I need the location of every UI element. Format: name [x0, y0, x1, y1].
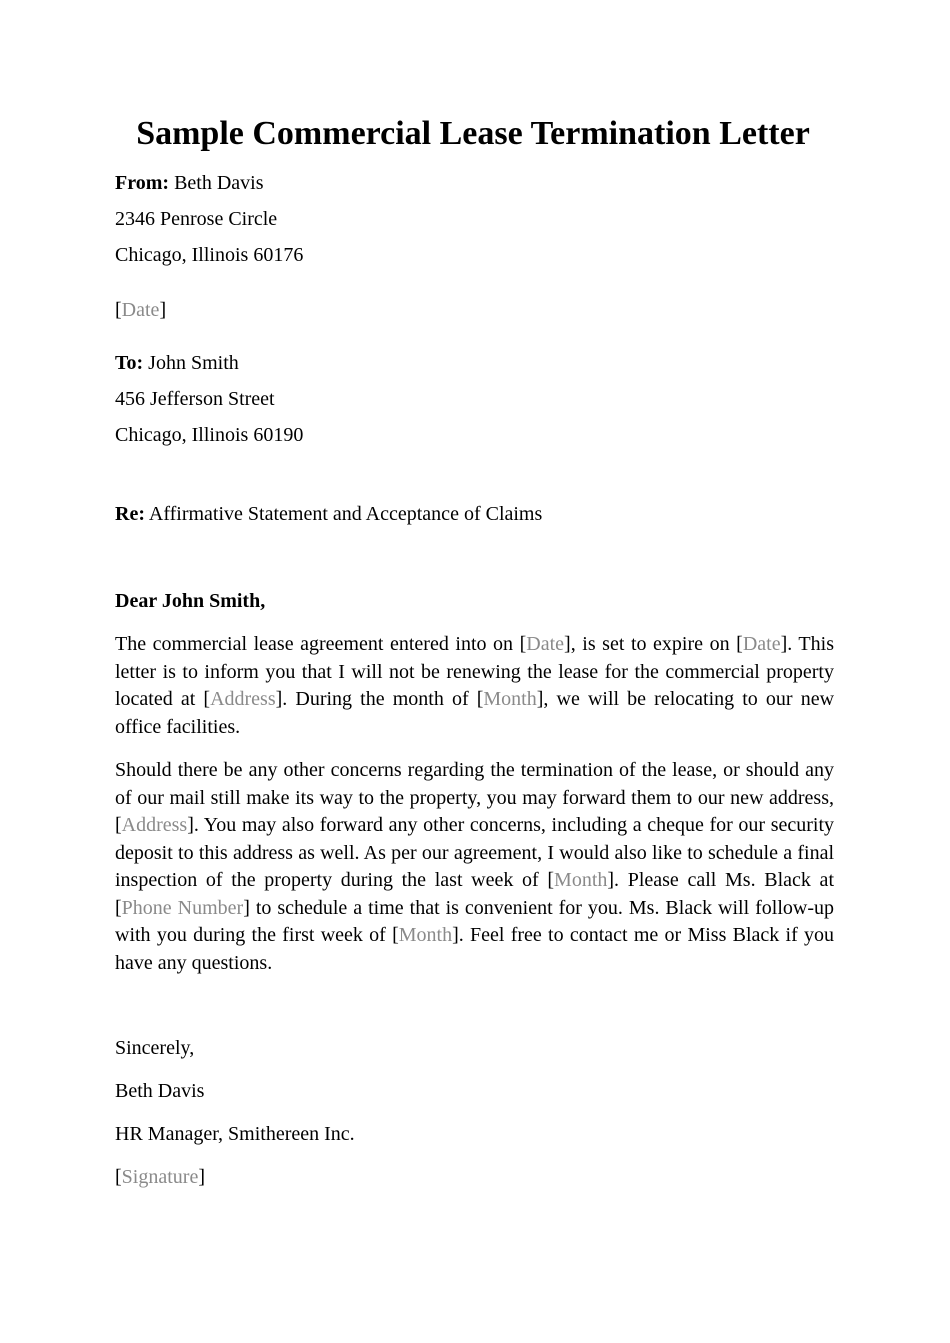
- signer-name: Beth Davis: [115, 1080, 205, 1102]
- p1-month-placeholder: Month: [483, 688, 537, 710]
- p1-text-b: ], is set to expire on [: [564, 633, 743, 655]
- recipient-name: John Smith: [143, 352, 239, 374]
- p1-address-placeholder: Address: [210, 688, 276, 710]
- recipient-city: Chicago, Illinois 60190: [115, 424, 304, 446]
- p2-address-placeholder: Address: [121, 814, 188, 836]
- p2-text-b: ]. You may also forward any other concerns, including a cheque for our security deposit to this address as well. As per our agreement, I would also like to schedule a final inspection of the property during the last week of [: [115, 814, 834, 891]
- sender-street: 2346 Penrose Circle: [115, 208, 278, 230]
- p2-phone-placeholder: Phone Number: [121, 896, 244, 919]
- sender-city: Chicago, Illinois 60176: [115, 244, 304, 266]
- recipient-street: 456 Jefferson Street: [115, 388, 275, 410]
- p1-text-d: ]. During the month of [: [275, 688, 484, 710]
- p2-text-e: ]. Feel free to contact me or Miss Black if you have any questions.: [115, 924, 834, 974]
- p1-text-a: The commercial lease agreement entered into on [: [115, 633, 527, 655]
- sender-name-line: [115, 170, 264, 196]
- p1-text-e: ], we will be relocating to our new office facilities.: [115, 688, 835, 738]
- p1-date-placeholder-1: Date: [526, 633, 565, 655]
- sender-name: Beth Davis: [169, 172, 264, 194]
- signature-placeholder: Signature: [121, 1166, 199, 1188]
- recipient-name-line: [115, 350, 239, 376]
- letter-title: Sample Commercial Lease Termination Letter: [136, 115, 810, 152]
- p2-text-a: Should there be any other concerns regarding the termination of the lease, or should any of our mail still make its way to the property, you may forward them to our new address, [: [115, 759, 834, 836]
- signature-line: [Signature]: [115, 1166, 205, 1188]
- p1-text-c: ]. This letter is to inform you that I will not be renewing the lease for the commercial property located at [: [115, 633, 834, 710]
- from-label: From:: [115, 172, 170, 194]
- date-placeholder: Date: [121, 299, 160, 321]
- p2-text-c: ]. Please call Ms. Black at [: [115, 869, 834, 919]
- body-paragraph-1: [115, 631, 834, 741]
- p2-month-placeholder-2: Month: [398, 924, 453, 946]
- re-label: Re:: [115, 503, 145, 525]
- body-paragraph-2: [115, 757, 834, 977]
- closing: Sincerely,: [115, 1037, 195, 1059]
- p1-date-placeholder-2: Date: [742, 633, 781, 655]
- salutation: Dear John Smith,: [115, 590, 266, 612]
- to-label: To:: [115, 352, 144, 374]
- subject-text: Affirmative Statement and Acceptance of Claims: [144, 503, 543, 525]
- p2-text-d: ] to schedule a time that is convenient for you. Ms. Black will follow-up with you during the first week of [: [115, 896, 834, 946]
- letter-date-line: [Date]: [115, 299, 167, 321]
- signer-title: HR Manager, Smithereen Inc.: [115, 1123, 355, 1145]
- subject-line: [115, 501, 542, 527]
- p2-month-placeholder-1: Month: [554, 869, 608, 891]
